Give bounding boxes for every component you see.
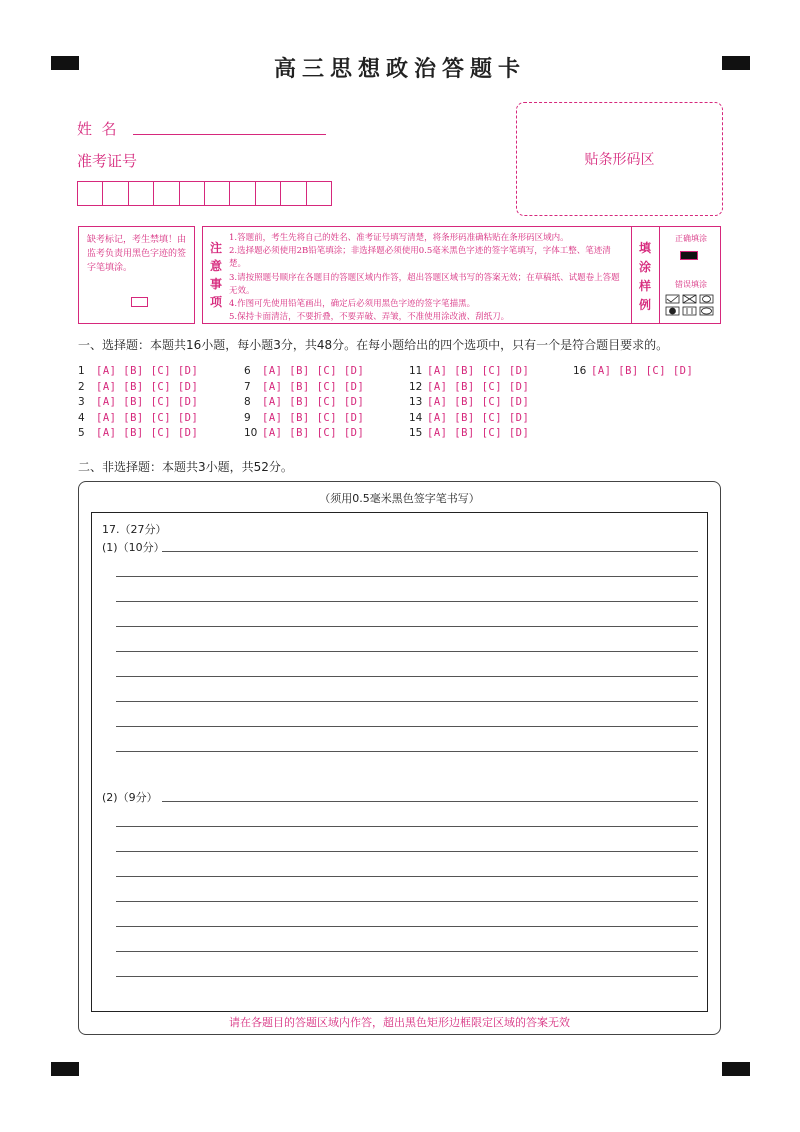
choice-question-15[interactable]: [409, 427, 529, 439]
notes-list: [229, 232, 627, 324]
answer-line[interactable]: [116, 851, 698, 852]
answer-line[interactable]: [162, 801, 698, 802]
answer-line[interactable]: [116, 601, 698, 602]
answer-line[interactable]: [116, 951, 698, 952]
question-number: 7: [244, 380, 251, 393]
answer-line[interactable]: [116, 926, 698, 927]
exam-id-digit-box[interactable]: [103, 182, 128, 205]
answer-line[interactable]: [116, 901, 698, 902]
exam-id-digit-box[interactable]: [205, 182, 230, 205]
exam-id-digit-box[interactable]: [154, 182, 179, 205]
question-number: 8: [244, 396, 251, 408]
choice-question-13[interactable]: [409, 396, 529, 408]
question-number: 6: [244, 365, 251, 377]
choice-question-8[interactable]: [244, 396, 364, 408]
exam-id-boxes[interactable]: [77, 181, 332, 206]
choice-question-4[interactable]: [78, 412, 198, 424]
exam-id-digit-box[interactable]: [281, 182, 306, 205]
answer-line[interactable]: [116, 826, 698, 827]
section1-heading: 一、选择题：本题共16小题，每小题3分，共48分。在每小题给出的四个选项中，只有一个是符合题目要求的。: [78, 338, 669, 352]
barcode-area: [516, 102, 723, 216]
choice-question-12[interactable]: [409, 381, 529, 393]
exam-id-digit-box[interactable]: [180, 182, 205, 205]
registration-mark-bottom-left: [51, 1062, 79, 1076]
choice-question-3[interactable]: [78, 396, 198, 408]
question-number: 3: [78, 396, 85, 408]
answer-line[interactable]: [116, 876, 698, 877]
question-number: 4: [78, 411, 85, 424]
note-item: 3.请按照题号顺序在各题目的答题区域内作答，超出答题区域书写的答案无效；在草稿纸、试题卷上答题无效。: [229, 272, 620, 296]
answer-options[interactable]: [A] [B] [C] [D]: [427, 396, 530, 408]
note-item: 1.答题前，考生先将自己的姓名、准考证号填写清楚，将条形码准确粘贴在条形码区域内。: [229, 233, 569, 243]
answer-options[interactable]: [A] [B] [C] [D]: [96, 411, 199, 424]
exam-id-label: 准考证号: [77, 152, 138, 170]
note-item: 5.保持卡面清洁，不要折叠，不要弄破、弄皱，不准使用涂改液、刮纸刀。: [229, 312, 510, 323]
choice-grid: [78, 365, 718, 445]
question-number: 14: [409, 411, 423, 424]
question-number: 15: [409, 427, 423, 439]
answer-line[interactable]: [116, 676, 698, 677]
answer-options[interactable]: [A] [B] [C] [D]: [96, 396, 199, 408]
sub-question-2-label: (2)（9分）: [102, 791, 158, 804]
answer-area: [78, 481, 721, 1035]
name-label: 姓 名: [77, 120, 117, 138]
footer-note: 请在各题目的答题区域内作答，超出黑色矩形边框限定区域的答案无效: [229, 1016, 570, 1029]
question-number: 13: [409, 396, 423, 408]
question-number: 1: [78, 365, 85, 377]
choice-question-10[interactable]: [244, 427, 364, 439]
answer-instruction: （须用0.5毫米黑色签字笔书写）: [319, 492, 480, 505]
notes-panel: [202, 226, 721, 324]
absent-text: 缺考标记，考生禁填！由监考负责用黑色字迹的签字笔填涂。: [87, 235, 187, 273]
answer-options[interactable]: [A] [B] [C] [D]: [262, 427, 365, 439]
exam-id-digit-box[interactable]: [129, 182, 154, 205]
choice-question-2[interactable]: [78, 381, 198, 393]
answer-line[interactable]: [116, 726, 698, 727]
question-number: 12: [409, 380, 423, 393]
answer-options[interactable]: [A] [B] [C] [D]: [427, 411, 530, 424]
choice-question-11[interactable]: [409, 365, 529, 377]
choice-question-6[interactable]: [244, 365, 364, 377]
answer-options[interactable]: [A] [B] [C] [D]: [262, 365, 365, 377]
note-item: 2.选择题必须使用2B铅笔填涂；非选择题必须使用0.5毫米黑色字迹的签字笔填写，字体工整、笔迹清楚。: [229, 246, 611, 270]
answer-line[interactable]: [116, 701, 698, 702]
answer-line[interactable]: [116, 976, 698, 977]
answer-options[interactable]: [A] [B] [C] [D]: [262, 396, 365, 408]
page-title: 高三思想政治答题卡: [273, 57, 526, 82]
answer-options[interactable]: [A] [B] [C] [D]: [96, 365, 199, 377]
answer-line[interactable]: [116, 626, 698, 627]
question-number: 16: [573, 365, 587, 377]
answer-options[interactable]: [A] [B] [C] [D]: [262, 411, 365, 424]
answer-box-17[interactable]: [91, 512, 708, 1012]
answer-line[interactable]: [116, 751, 698, 752]
choice-question-5[interactable]: [78, 427, 198, 439]
answer-line[interactable]: [116, 651, 698, 652]
wrong-fill-label: 错误填涂: [675, 280, 707, 289]
exam-id-digit-box[interactable]: [256, 182, 281, 205]
section2-heading: 二、非选择题：本题共3小题，共52分。: [78, 460, 293, 474]
question-number: 9: [244, 411, 251, 424]
answer-options[interactable]: [A] [B] [C] [D]: [427, 380, 530, 393]
question-number: 11: [409, 365, 423, 377]
exam-id-digit-box[interactable]: [78, 182, 103, 205]
question-number: 2: [78, 380, 85, 393]
sub-question-1-label: (1)（10分）: [102, 541, 165, 554]
barcode-label: 贴条形码区: [584, 152, 655, 168]
answer-options[interactable]: [A] [B] [C] [D]: [96, 427, 199, 439]
choice-question-9[interactable]: [244, 412, 364, 424]
note-item: 4.作图可先使用铅笔画出，确定后必须用黑色字迹的签字笔描黑。: [229, 299, 476, 310]
question-number: 5: [78, 427, 85, 439]
name-field[interactable]: [133, 134, 326, 135]
absent-mark-box: [78, 226, 195, 324]
exam-id-digit-box[interactable]: [307, 182, 331, 205]
choice-question-7[interactable]: [244, 381, 364, 393]
answer-line[interactable]: [162, 551, 698, 552]
choice-question-14[interactable]: [409, 412, 529, 424]
absent-checkbox[interactable]: [131, 297, 148, 307]
question-number: 10: [244, 427, 258, 439]
registration-mark-bottom-right: [722, 1062, 750, 1076]
correct-fill-sample: [680, 251, 698, 260]
answer-options[interactable]: [A] [B] [C] [D]: [427, 427, 530, 439]
answer-options[interactable]: [A] [B] [C] [D]: [262, 380, 365, 393]
answer-line[interactable]: [116, 576, 698, 577]
choice-question-16[interactable]: [573, 365, 693, 377]
question-17-label: 17.（27分）: [102, 523, 167, 536]
choice-question-1[interactable]: [78, 365, 198, 377]
answer-options[interactable]: [A] [B] [C] [D]: [427, 365, 530, 377]
wrong-fill-samples: [664, 294, 716, 318]
correct-fill-label: 正确填涂: [675, 234, 707, 243]
notes-label: 注意事项: [209, 241, 222, 309]
answer-options[interactable]: [A] [B] [C] [D]: [96, 380, 199, 393]
answer-options[interactable]: [A] [B] [C] [D]: [591, 365, 694, 377]
exam-id-digit-box[interactable]: [230, 182, 255, 205]
fill-sample-label: 填涂样例: [638, 241, 651, 312]
